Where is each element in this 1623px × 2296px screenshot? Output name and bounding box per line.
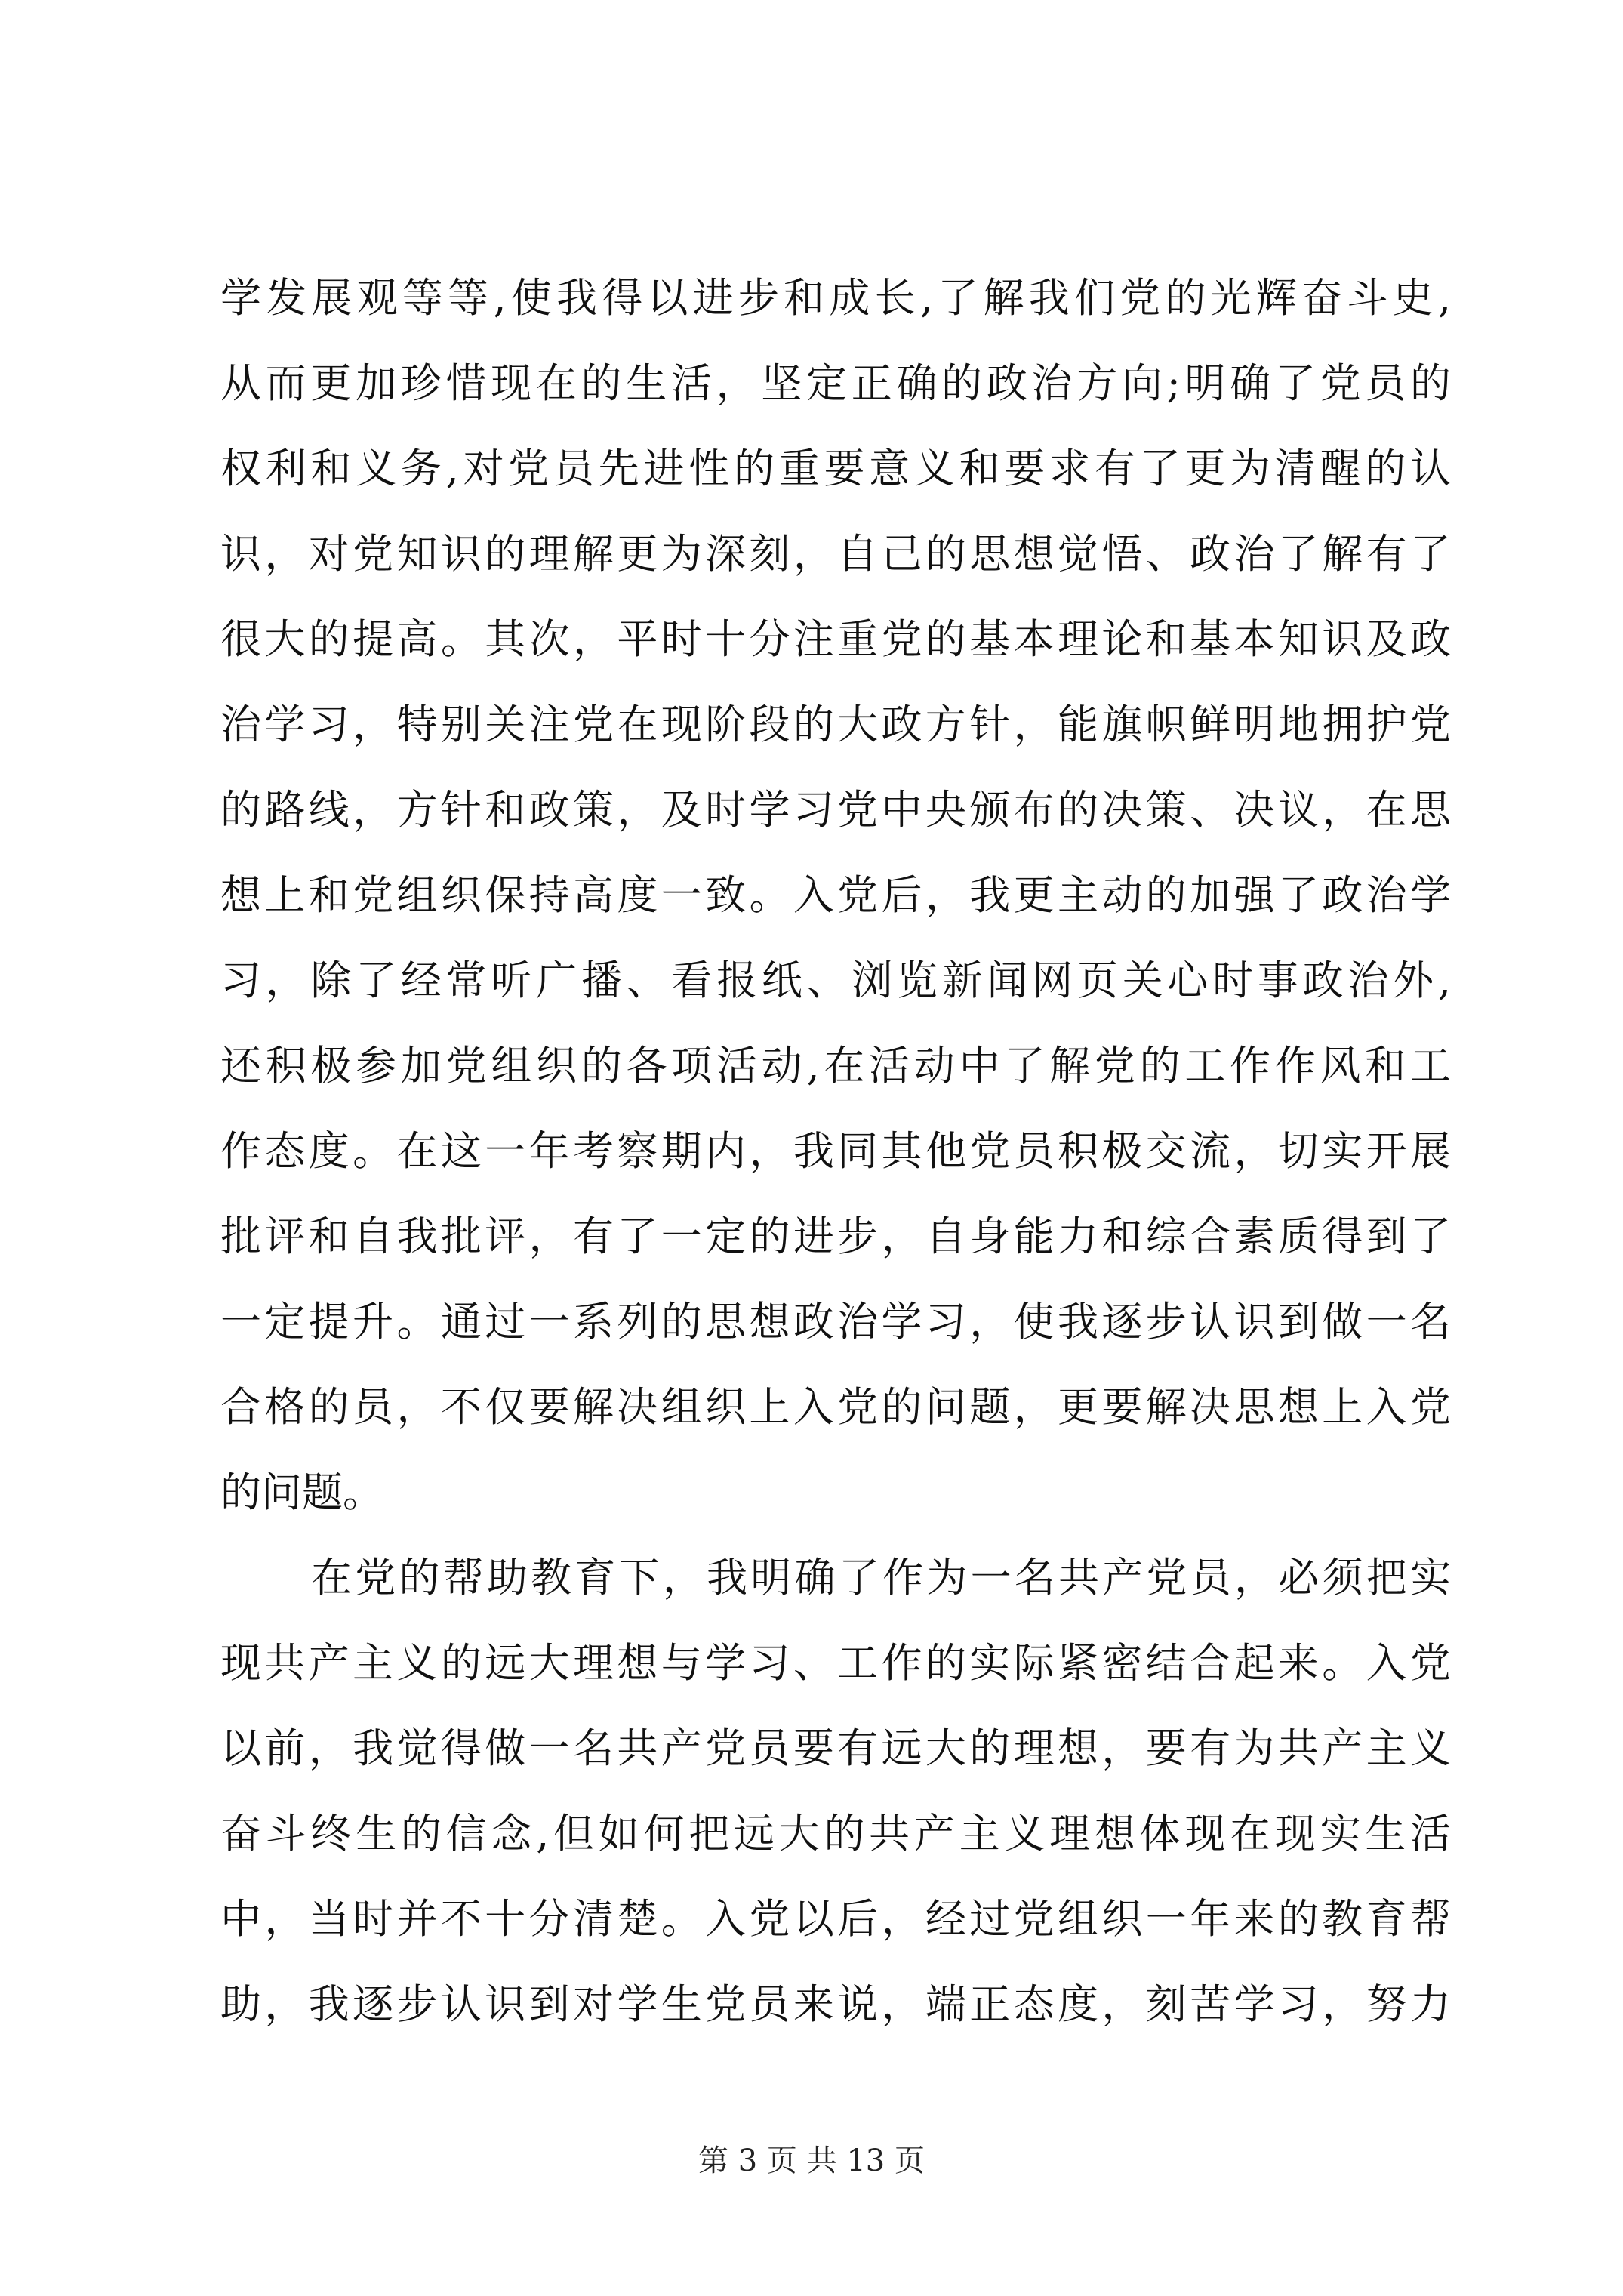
text-line: 很大的提高。其次，平时十分注重党的基本理论和基本知识及政	[220, 615, 1451, 663]
text-line: 的问题。	[220, 1469, 383, 1516]
text-line: 学发展观等等,使我得以进步和成长,了解我们党的光辉奋斗史,	[220, 274, 1451, 322]
text-line: 权利和义务,对党员先进性的重要意义和要求有了更为清醒的认	[220, 445, 1451, 492]
page-footer	[0, 2138, 1623, 2184]
text-line: 作态度。在这一年考察期内，我同其他党员积极交流，切实开展	[220, 1127, 1451, 1175]
paragraph-first-line: 在党的帮助教育下，我明确了作为一名共产党员，必须把实	[311, 1554, 1451, 1601]
text-line: 识，对党知识的理解更为深刻，自己的思想觉悟、政治了解有了	[220, 530, 1451, 578]
text-line: 还积极参加党组织的各项活动,在活动中了解党的工作作风和工	[220, 1042, 1451, 1089]
text-line: 现共产主义的远大理想与学习、工作的实际紧密结合起来。入党	[220, 1639, 1451, 1687]
text-line: 习，除了经常听广播、看报纸、浏览新闻网页关心时事政治外,	[220, 957, 1451, 1004]
text-line: 奋斗终生的信念,但如何把远大的共产主义理想体现在现实生活	[220, 1810, 1451, 1857]
text-line: 以前，我觉得做一名共产党员要有远大的理想，要有为共产主义	[220, 1724, 1451, 1772]
text-line: 助，我逐步认识到对学生党员来说，端正态度，刻苦学习，努力	[220, 1980, 1451, 2028]
page-number: 第 3 页 共 13 页	[698, 2143, 925, 2178]
text-line: 合格的员，不仅要解决组织上入党的问题，更要解决思想上入党	[220, 1383, 1451, 1431]
text-line: 治学习，特别关注党在现阶段的大政方针，能旗帜鲜明地拥护党	[220, 701, 1451, 748]
text-line: 想上和党组织保持高度一致。入党后，我更主动的加强了政治学	[220, 871, 1451, 919]
text-line: 批评和自我批评，有了一定的进步，自身能力和综合素质得到了	[220, 1213, 1451, 1260]
text-line: 一定提升。通过一系列的思想政治学习，使我逐步认识到做一名	[220, 1298, 1451, 1345]
text-line: 中，当时并不十分清楚。入党以后，经过党组织一年来的教育帮	[220, 1895, 1451, 1943]
text-line: 的路线，方针和政策，及时学习党中央颁布的决策、决议，在思	[220, 786, 1451, 834]
text-line: 从而更加珍惜现在的生活，坚定正确的政治方向;明确了党员的	[220, 359, 1451, 407]
body-text	[220, 255, 1451, 2047]
